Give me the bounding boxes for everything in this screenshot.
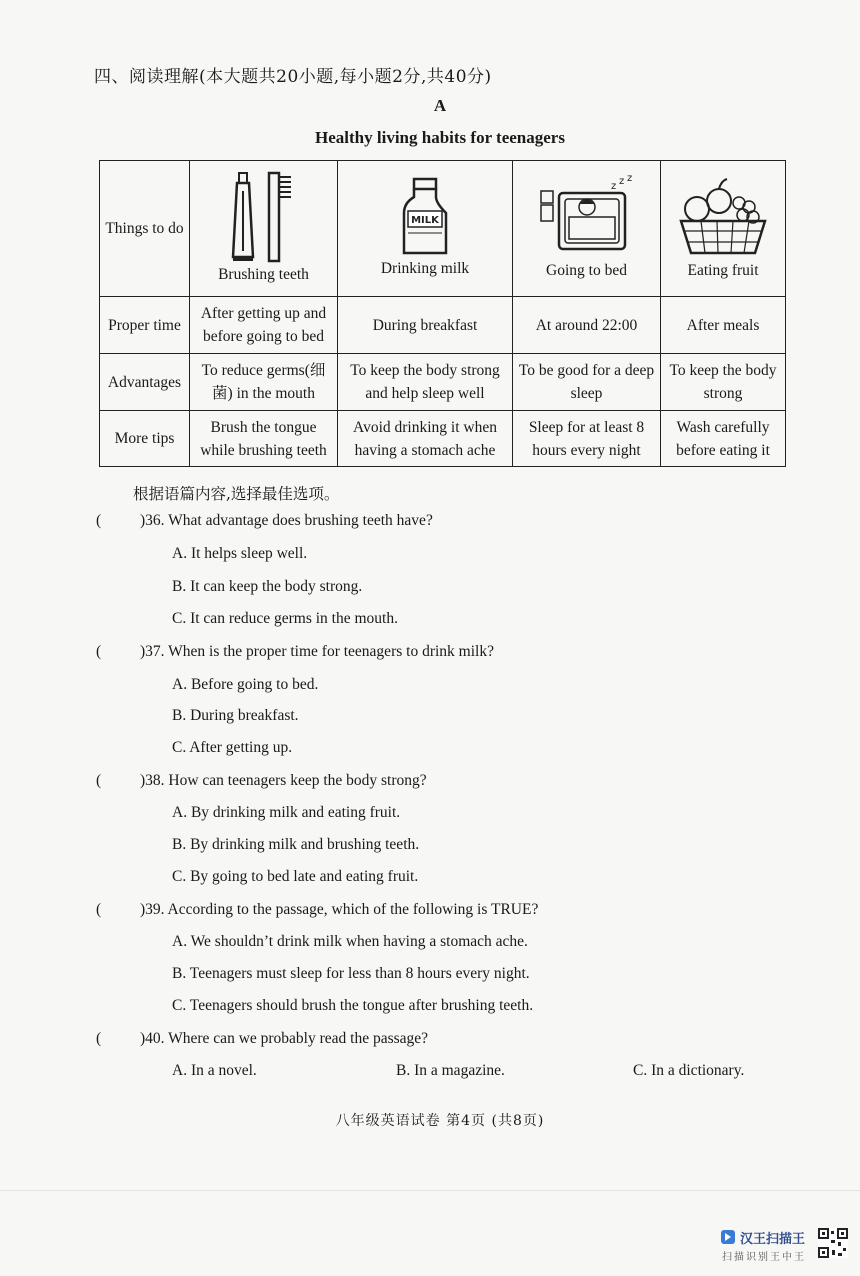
table-row bbox=[100, 297, 786, 354]
scanner-logo-icon bbox=[720, 1229, 736, 1245]
option-40-b: B. In a magazine. bbox=[396, 1062, 505, 1079]
table-cell: To keep the body strong and help sleep well bbox=[338, 354, 513, 411]
thing-brushing-teeth: Brushing teeth bbox=[218, 266, 309, 283]
option-38-c: C. By going to bed late and eating fruit. bbox=[172, 868, 419, 885]
question-36 bbox=[96, 512, 433, 530]
milk-label-text: MILK bbox=[411, 215, 439, 226]
question-stem: )38. How can teenagers keep the body strong? bbox=[140, 772, 427, 789]
question-stem: )40. Where can we probably read the passage? bbox=[140, 1030, 429, 1047]
table-cell: To keep the body strong bbox=[661, 354, 786, 411]
thing-drinking-milk: Drinking milk bbox=[380, 260, 470, 277]
option-37-b: B. During breakfast. bbox=[172, 707, 299, 724]
question-stem: )39. According to the passage, which of the following is TRUE? bbox=[140, 901, 539, 918]
row-header-proper-time: Proper time bbox=[100, 297, 190, 354]
question-40 bbox=[96, 1030, 428, 1048]
svg-text:z: z bbox=[626, 175, 632, 184]
question-stem: )36. What advantage does brushing teeth have? bbox=[140, 512, 433, 529]
habits-table bbox=[99, 160, 786, 467]
table-cell: During breakfast bbox=[338, 297, 513, 354]
option-39-c: C. Teenagers should brush the tongue after brushing teeth. bbox=[172, 997, 534, 1014]
qr-code-icon bbox=[818, 1228, 848, 1258]
toothpaste-toothbrush-icon bbox=[229, 171, 299, 263]
svg-text:z: z bbox=[618, 176, 624, 187]
option-40-a: A. In a novel. bbox=[172, 1062, 257, 1079]
option-38-b: B. By drinking milk and brushing teeth. bbox=[172, 836, 420, 853]
option-36-b: B. It can keep the body strong. bbox=[172, 578, 363, 595]
watermark-sub: 扫描识别王中王 bbox=[722, 1252, 806, 1263]
part-label: A bbox=[433, 96, 447, 115]
divider bbox=[0, 1190, 860, 1191]
table-cell: Sleep for at least 8 hours every night bbox=[513, 411, 661, 467]
table-row bbox=[100, 411, 786, 467]
thing-eating-fruit: Eating fruit bbox=[687, 262, 759, 279]
answer-blank[interactable]: ( bbox=[96, 772, 102, 789]
cell-brushing-teeth bbox=[190, 161, 338, 297]
sleeping-in-bed-icon bbox=[537, 175, 637, 259]
option-39-a: A. We shouldn’t drink milk when having a stomach ache. bbox=[172, 933, 528, 950]
page-footer: 八年级英语试卷 第4页 (共8页) bbox=[335, 1113, 545, 1129]
fruit-basket-icon bbox=[677, 175, 769, 259]
watermark-name: 汉王扫描王 bbox=[740, 1232, 806, 1247]
table-row bbox=[100, 354, 786, 411]
cell-drinking-milk bbox=[338, 161, 513, 297]
table-cell: Brush the tongue while brushing teeth bbox=[190, 411, 338, 467]
option-39-b: B. Teenagers must sleep for less than 8 hours every night. bbox=[172, 965, 530, 982]
scanner-watermark bbox=[718, 1228, 848, 1268]
cell-eating-fruit bbox=[661, 161, 786, 297]
question-38 bbox=[96, 772, 427, 790]
table-row bbox=[100, 161, 786, 297]
table-cell: To reduce germs(细菌) in the mouth bbox=[190, 354, 338, 411]
milk-bottle-icon bbox=[400, 177, 450, 257]
answer-blank[interactable]: ( bbox=[96, 512, 102, 529]
answer-blank[interactable]: ( bbox=[96, 643, 102, 660]
option-40-c: C. In a dictionary. bbox=[633, 1062, 745, 1079]
table-cell: Wash carefully before eating it bbox=[661, 411, 786, 467]
answer-blank[interactable]: ( bbox=[96, 1030, 102, 1047]
table-cell: After getting up and before going to bed bbox=[190, 297, 338, 354]
table-cell: To be good for a deep sleep bbox=[513, 354, 661, 411]
cell-going-to-bed bbox=[513, 161, 661, 297]
row-header-things: Things to do bbox=[100, 161, 190, 297]
section-title: 四、阅读理解(本大题共20小题,每小题2分,共40分) bbox=[94, 67, 492, 87]
row-header-advantages: Advantages bbox=[100, 354, 190, 411]
option-36-a: A. It helps sleep well. bbox=[172, 545, 308, 562]
table-cell: At around 22:00 bbox=[513, 297, 661, 354]
instruction: 根据语篇内容,选择最佳选项。 bbox=[133, 485, 340, 503]
row-header-more-tips: More tips bbox=[100, 411, 190, 467]
option-36-c: C. It can reduce germs in the mouth. bbox=[172, 610, 398, 627]
option-38-a: A. By drinking milk and eating fruit. bbox=[172, 804, 401, 821]
passage-title: Healthy living habits for teenagers bbox=[315, 128, 565, 147]
question-37 bbox=[96, 643, 494, 661]
answer-blank[interactable]: ( bbox=[96, 901, 102, 918]
table-cell: Avoid drinking it when having a stomach ache bbox=[338, 411, 513, 467]
question-39 bbox=[96, 901, 538, 919]
option-37-a: A. Before going to bed. bbox=[172, 676, 319, 693]
option-37-c: C. After getting up. bbox=[172, 739, 293, 756]
thing-going-to-bed: Going to bed bbox=[546, 262, 627, 279]
svg-text:z: z bbox=[610, 181, 616, 192]
question-stem: )37. When is the proper time for teenagers to drink milk? bbox=[140, 643, 494, 660]
table-cell: After meals bbox=[661, 297, 786, 354]
